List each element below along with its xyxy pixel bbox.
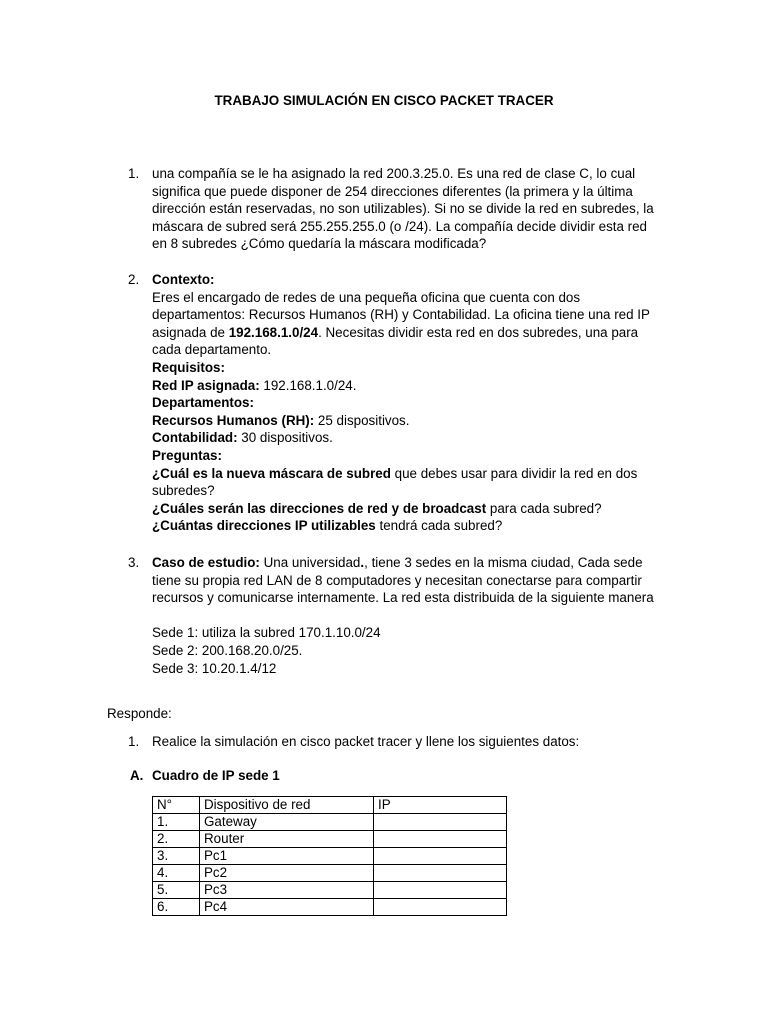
header-device: Dispositivo de red [200, 797, 374, 814]
pregunta-3-bold: ¿Cuántas direcciones IP utilizables [152, 518, 376, 534]
pregunta-1 [152, 465, 662, 500]
red-ip-line [152, 377, 662, 395]
page-title: TRABAJO SIMULACIÓN EN CISCO PACKET TRACER [214, 93, 554, 108]
row-number: 2. [153, 831, 200, 848]
responde-label: Responde: [107, 706, 172, 721]
contexto-paragraph [152, 289, 662, 359]
contabilidad-label: Contabilidad: [152, 430, 238, 446]
red-ip-value: 192.168.1.0/24. [259, 377, 357, 393]
question-1-number: 1. [128, 166, 140, 181]
table-row [153, 831, 507, 848]
contexto-text-a: Eres el encargado de redes de una pequeña oficina que cuenta con dos departamentos: Recursos Humanos (RH) y Contabilidad. La oficina tiene una red IP asignada de [152, 289, 650, 340]
pregunta-1-text: que debes usar para dividir la red en dos subredes? [152, 465, 638, 499]
caso-text-dot: . [360, 555, 365, 570]
row-number: 1. [153, 814, 200, 831]
table-row [153, 899, 507, 916]
row-number: 5. [153, 882, 200, 899]
row-ip[interactable] [374, 848, 507, 865]
preguntas-label: Preguntas: [152, 447, 222, 463]
row-device: Pc1 [200, 848, 374, 865]
rh-value: 25 dispositivos. [314, 412, 410, 428]
question-1 [128, 165, 662, 253]
row-ip[interactable] [374, 865, 507, 882]
sede-1: Sede 1: utiliza la subred 170.1.10.0/24 [152, 625, 381, 641]
contexto-label: Contexto: [152, 272, 215, 287]
sede-3: Sede 3: 10.20.1.4/12 [152, 660, 277, 676]
question-1-text: una compañía se le ha asignado la red 200.3.25.0. Es una red de clase C, lo cual significa que puede disponer de 254 direcciones diferentes (la primera y la última dirección están reservadas, no son utilizables). Si no se divide la red en subredes, la máscara de subred será 255.255.255.0 (o /24). La compañía decide dividir esta red en 8 subredes ¿Cómo quedaría la máscara modificada? [152, 166, 654, 252]
row-device: Pc2 [200, 865, 374, 882]
table-header-row [153, 797, 507, 814]
row-ip[interactable] [374, 831, 507, 848]
sede-2: Sede 2: 200.168.20.0/25. [152, 642, 303, 658]
contexto-text-b: . Necesitas dividir esta red en dos subredes, una para cada departamento. [152, 324, 639, 358]
question-2-number: 2. [128, 272, 140, 287]
table-row [153, 848, 507, 865]
pregunta-2 [152, 500, 662, 518]
caso-paragraph [152, 554, 662, 607]
section-a-heading [130, 767, 280, 785]
row-ip[interactable] [374, 882, 507, 899]
pregunta-2-text: para cada subred? [486, 500, 602, 516]
row-device: Router [200, 831, 374, 848]
row-ip[interactable] [374, 814, 507, 831]
pregunta-1-bold: ¿Cuál es la nueva máscara de subred [152, 465, 391, 481]
row-device: Gateway [200, 814, 374, 831]
row-device: Pc3 [200, 882, 374, 899]
pregunta-2-bold: ¿Cuáles serán las direcciones de red y de broadcast [152, 500, 487, 516]
red-ip-label: Red IP asignada: [152, 377, 260, 393]
header-ip: IP [374, 797, 507, 814]
header-number: N° [153, 797, 200, 814]
requisitos-label: Requisitos: [152, 359, 225, 375]
contexto-network: 192.168.1.0/24 [228, 324, 319, 340]
answer-1 [128, 733, 662, 751]
question-3 [128, 554, 662, 677]
row-ip[interactable] [374, 899, 507, 916]
contabilidad-line [152, 429, 662, 447]
row-number: 6. [153, 899, 200, 916]
row-number: 4. [153, 865, 200, 882]
question-3-number: 3. [128, 555, 140, 570]
rh-label: Recursos Humanos (RH): [152, 412, 315, 428]
table-row [153, 865, 507, 882]
table-row [153, 882, 507, 899]
caso-label: Caso de estudio: [152, 555, 260, 570]
section-a-letter: A. [130, 768, 144, 783]
question-2 [128, 271, 662, 535]
answer-1-text: Realice la simulación en cisco packet tracer y llene los siguientes datos: [152, 734, 580, 749]
section-a-label: Cuadro de IP sede 1 [152, 768, 280, 783]
answer-1-number: 1. [128, 734, 140, 749]
pregunta-3-text: tendrá cada subred? [375, 518, 503, 534]
row-device: Pc4 [200, 899, 374, 916]
pregunta-3 [152, 517, 662, 535]
caso-text-a: Una universidad [259, 555, 361, 570]
caso-text-b: , tiene 3 sedes en la misma ciudad, Cada sede tiene su propia red LAN de 8 computadores y necesitan conectarse para compartir recursos y comunicarse internamente. La red esta distribuida de la siguiente manera [152, 555, 654, 606]
ip-table [152, 796, 507, 916]
table-row [153, 814, 507, 831]
row-number: 3. [153, 848, 200, 865]
contabilidad-value: 30 dispositivos. [237, 430, 333, 446]
departamentos-label: Departamentos: [152, 395, 254, 411]
rh-line [152, 412, 662, 430]
